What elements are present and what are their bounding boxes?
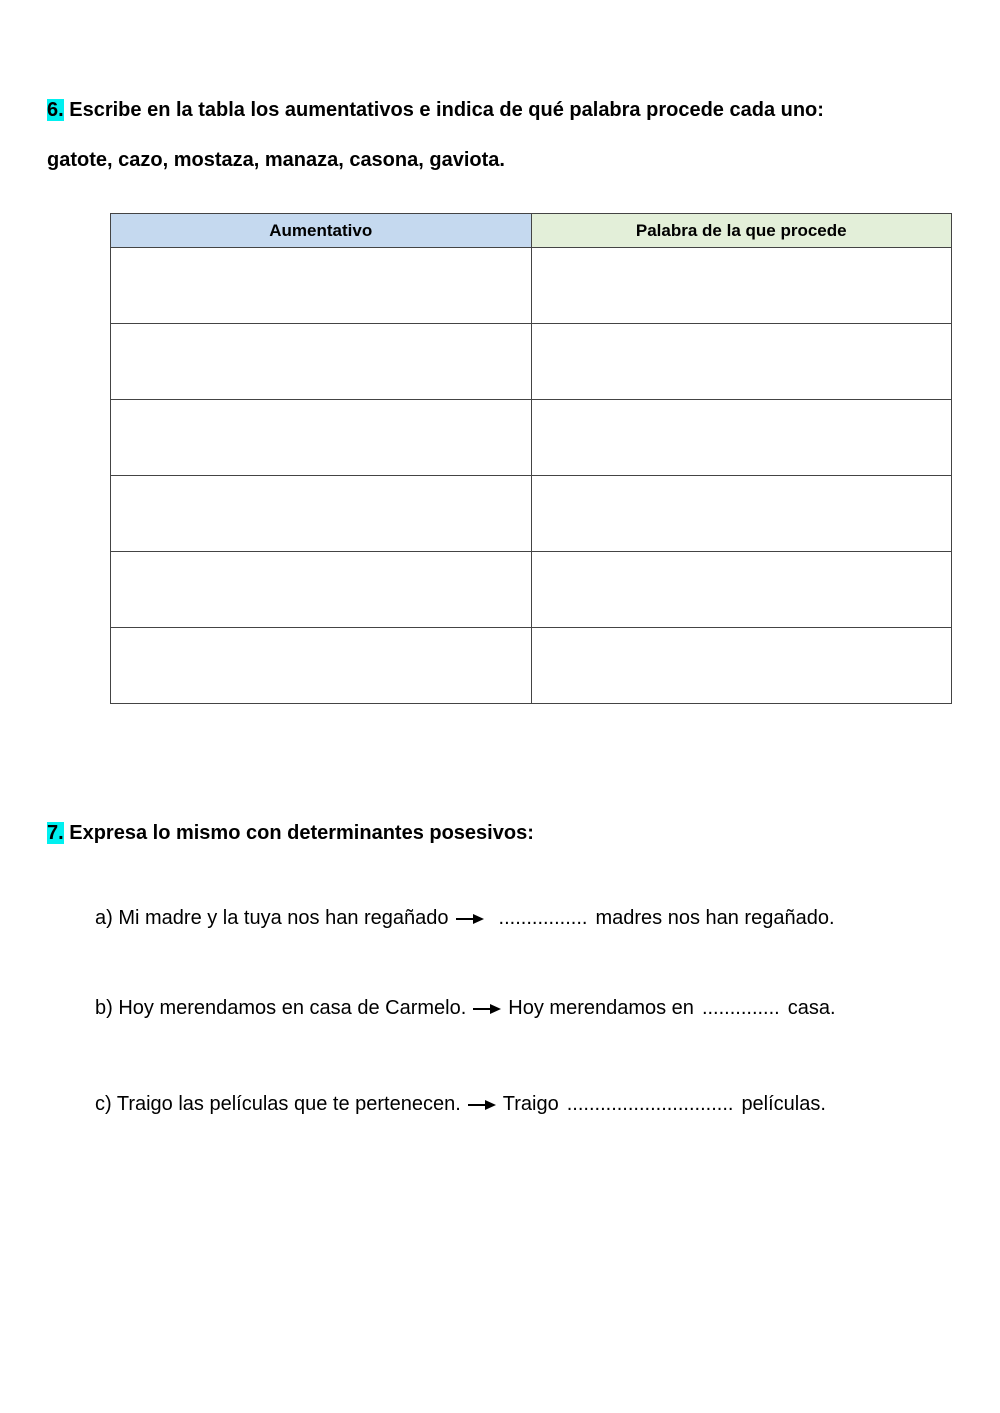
header-aumentativo: Aumentativo [111, 214, 532, 248]
table-row [111, 628, 952, 704]
exercise-7-instruction: Expresa lo mismo con determinantes posesivos: [69, 822, 534, 844]
answer-cell-aumentativo[interactable] [111, 476, 532, 552]
answer-cell-aumentativo[interactable] [111, 324, 532, 400]
exercise-7-title [47, 822, 534, 845]
sentence-b-original: b) Hoy merendamos en casa de Carmelo. [95, 997, 467, 1019]
answer-cell-origen[interactable] [531, 400, 952, 476]
exercise-6-word-list: gatote, cazo, mostaza, manaza, casona, gaviota. [47, 149, 505, 171]
answer-cell-aumentativo[interactable] [111, 248, 532, 324]
header-palabra-origen: Palabra de la que procede [531, 214, 952, 248]
table-row [111, 324, 952, 400]
table-row [111, 476, 952, 552]
sentence-b [95, 997, 836, 1020]
augmentative-table [110, 213, 952, 704]
table-header-row [111, 214, 952, 248]
sentence-b-blank[interactable]: .............. [701, 997, 780, 1019]
answer-cell-origen[interactable] [531, 628, 952, 704]
sentence-c-before: Traigo [502, 1093, 559, 1115]
table-row [111, 400, 952, 476]
right-arrow-icon [472, 999, 502, 1019]
right-arrow-icon [455, 909, 485, 929]
answer-cell-aumentativo[interactable] [111, 628, 532, 704]
answer-cell-aumentativo[interactable] [111, 552, 532, 628]
sentence-a-blank[interactable]: ................ [498, 907, 588, 929]
sentence-a-original: a) Mi madre y la tuya nos han regañado [95, 907, 449, 929]
answer-cell-aumentativo[interactable] [111, 400, 532, 476]
sentence-c [95, 1093, 826, 1116]
sentence-b-after: casa. [787, 997, 836, 1019]
table-row [111, 248, 952, 324]
sentence-c-original: c) Traigo las películas que te pertenecen. [95, 1093, 461, 1115]
sentence-b-before: Hoy merendamos en [508, 997, 694, 1019]
answer-cell-origen[interactable] [531, 552, 952, 628]
sentence-a [95, 907, 835, 930]
exercise-6-title [47, 99, 824, 122]
exercise-7-number: 7. [47, 822, 64, 844]
answer-cell-origen[interactable] [531, 248, 952, 324]
sentence-c-blank[interactable]: .............................. [566, 1093, 734, 1115]
sentence-a-after: madres nos han regañado. [595, 907, 835, 929]
answer-cell-origen[interactable] [531, 476, 952, 552]
exercise-6-instruction: Escribe en la tabla los aumentativos e indica de qué palabra procede cada uno: [69, 99, 824, 121]
table-row [111, 552, 952, 628]
sentence-c-after: películas. [741, 1093, 826, 1115]
exercise-6-number: 6. [47, 99, 64, 121]
answer-cell-origen[interactable] [531, 324, 952, 400]
right-arrow-icon [467, 1095, 497, 1115]
